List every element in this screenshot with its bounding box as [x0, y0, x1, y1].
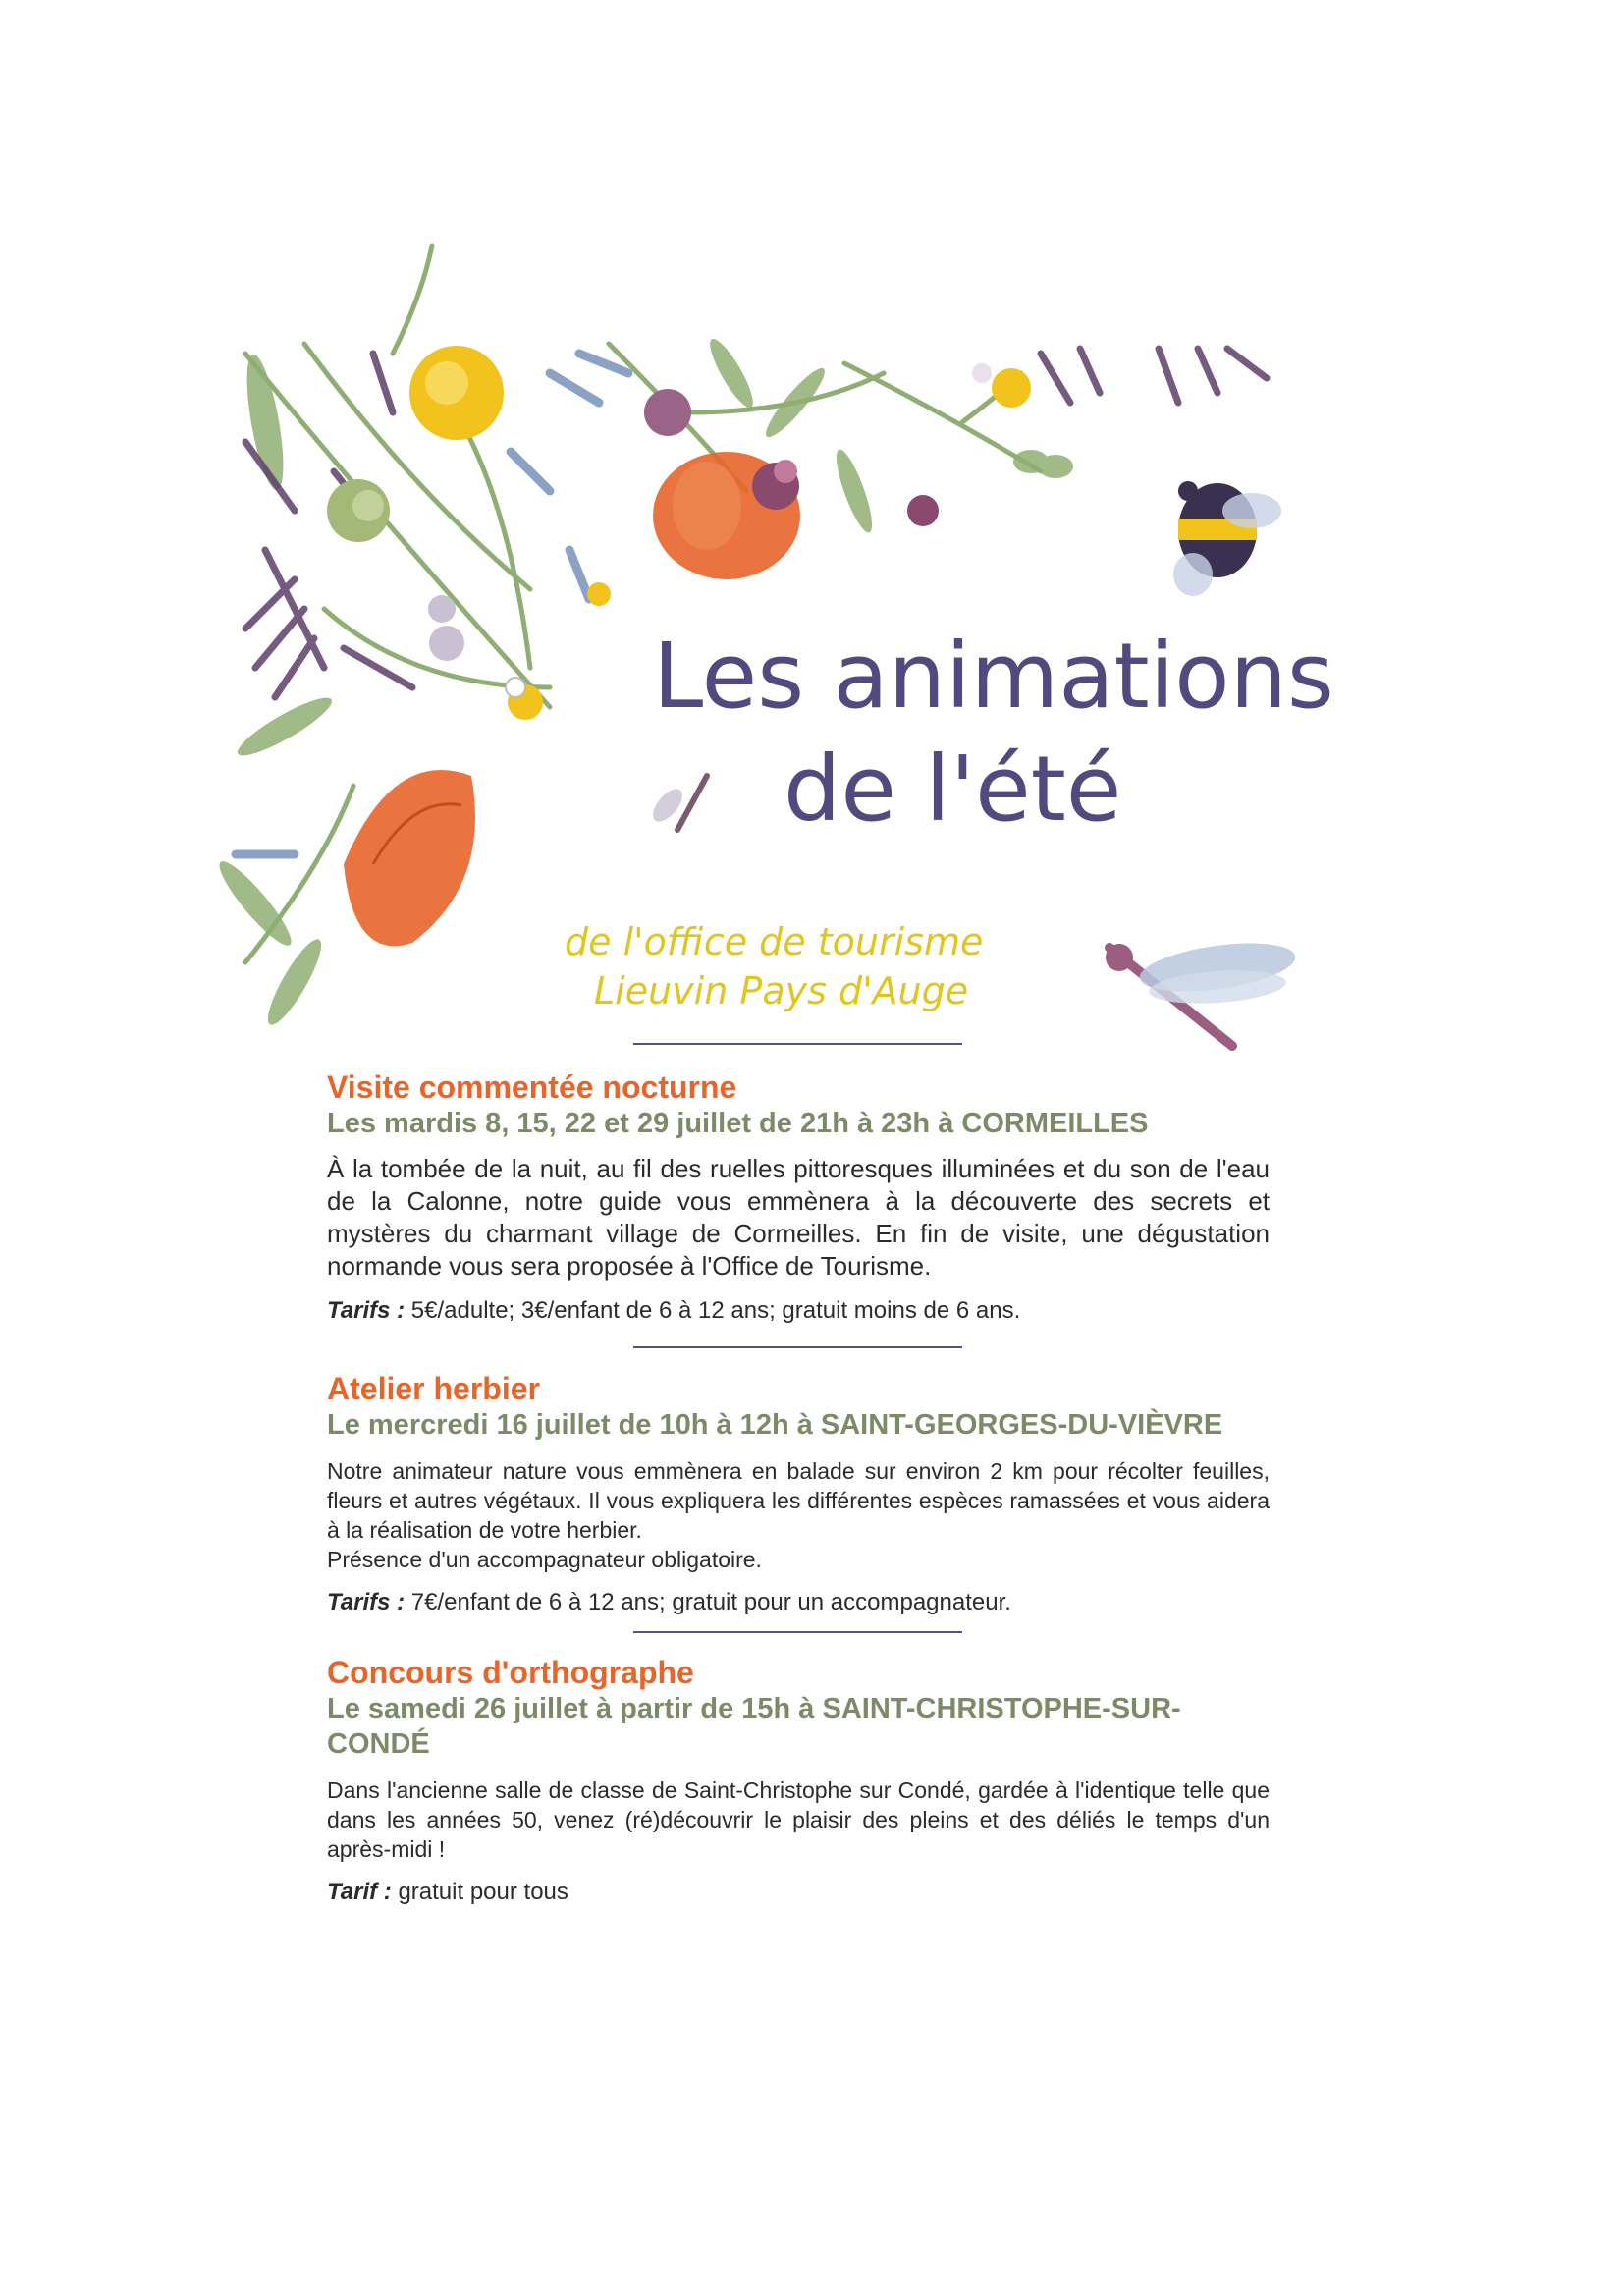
dragonfly [1106, 935, 1298, 1046]
separator [633, 1346, 962, 1348]
event-tarif [327, 1296, 1270, 1326]
event-schedule: Les mardis 8, 15, 22 et 29 juillet de 21h à 23h à CORMEILLES [327, 1108, 1149, 1139]
event-title: Concours d'orthographe [327, 1655, 694, 1690]
tarif-label: Tarifs : [327, 1297, 406, 1324]
tarif-label: Tarif : [327, 1879, 392, 1905]
poppy-top [653, 452, 800, 579]
poppy-left [344, 770, 475, 946]
tarif-label: Tarifs : [327, 1589, 406, 1615]
separator [633, 1043, 962, 1045]
page-title-line2: de l'été [784, 737, 1122, 842]
tarif-value: gratuit pour tous [398, 1879, 568, 1905]
event-title: Atelier herbier [327, 1371, 540, 1406]
event-section-3 [327, 1654, 1270, 1907]
tarif-value: 7€/enfant de 6 à 12 ans; gratuit pour un accompagnateur. [410, 1589, 1011, 1615]
separator [633, 1631, 962, 1633]
event-title: Visite commentée nocturne [327, 1069, 737, 1105]
page-title-line1: Les animations [653, 624, 1334, 729]
tarif-value: 5€/adulte; 3€/enfant de 6 à 12 ans; gratuit moins de 6 ans. [410, 1297, 1021, 1324]
floral-illustration [0, 0, 1623, 1061]
event-section-2 [327, 1370, 1270, 1617]
event-note: Présence d'un accompagnateur obligatoire. [327, 1547, 762, 1572]
event-description: Notre animateur nature vous emmènera en balade sur environ 2 km pour récolter feuilles, fleurs et autres végétaux. Il vous expliquera les différentes espèces ramassées et vous aidera à la réalisation de votre herbier. [327, 1458, 1270, 1543]
event-tarif [327, 1878, 1270, 1907]
subtitle-line2: Lieuvin Pays d'Auge [594, 969, 969, 1012]
event-section-1 [327, 1068, 1270, 1326]
yellow-flower [409, 346, 504, 440]
subtitle-line1: de l'office de tourisme [565, 920, 984, 963]
event-tarif [327, 1588, 1270, 1617]
event-description: À la tombée de la nuit, au fil des ruelles pittoresques illuminées et du son de l'eau de la Calonne, notre guide vous emmènera à la découverte des secrets et mystères du charmant village de Cormeilles. En fin de visite, une dégustation normande vous sera proposée à l'Office de Tourisme. [327, 1154, 1270, 1281]
bee [1173, 481, 1281, 596]
event-schedule: Le samedi 26 juillet à partir de 15h à SAINT-CHRISTOPHE-SUR-CONDÉ [327, 1693, 1181, 1760]
event-description: Dans l'ancienne salle de classe de Saint-Christophe sur Condé, gardée à l'identique telle que dans les années 50, venez (ré)découvrir le plaisir des pleins et des déliés le temps d'un après-midi ! [327, 1777, 1270, 1862]
event-schedule: Le mercredi 16 juillet de 10h à 12h à SAINT-GEORGES-DU-VIÈVRE [327, 1409, 1223, 1441]
small-insect [647, 776, 707, 830]
pod [327, 479, 390, 542]
